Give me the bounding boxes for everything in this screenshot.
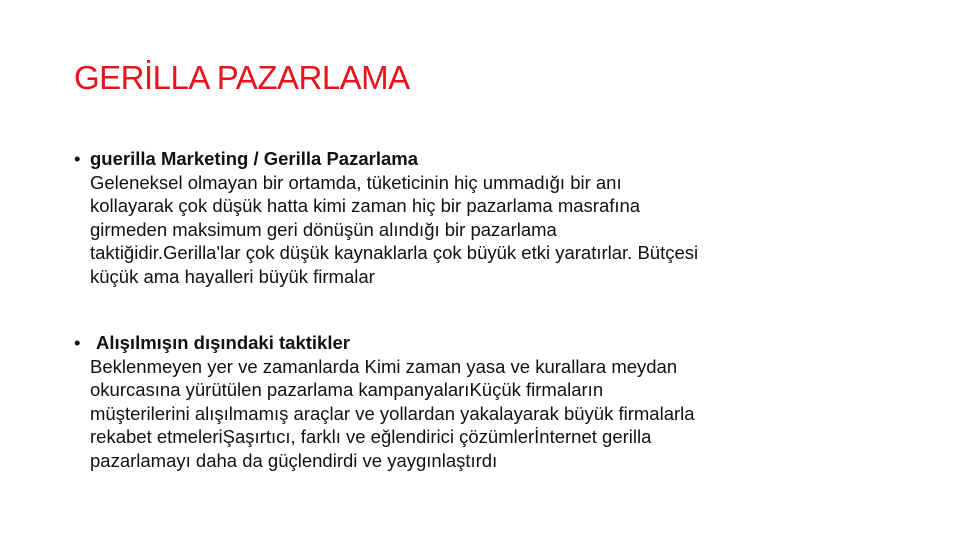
bullet-heading-line [74, 331, 894, 355]
bullet-item [74, 331, 894, 472]
bullet-body-text: Geleneksel olmayan bir ortamda, tüketicinin hiç ummadığı bir anı kollayarak çok düşük hatta kimi zaman hiç bir pazarlama masrafına girmeden maksimum geri dönüşün alındığı bir pazarlama taktiğidir.Gerilla'lar çok düşük kaynaklarla çok büyük etki yaratırlar. Bütçesi küçük ama hayalleri büyük firmalar [90, 171, 699, 287]
bullet-heading: guerilla Marketing / Gerilla Pazarlama [90, 148, 418, 169]
bullet-dot-icon: • [74, 332, 81, 353]
bullet-body-text: Beklenmeyen yer ve zamanlarda Kimi zaman yasa ve kurallara meydan okurcasına yürütülen pazarlama kampanyalarıKüçük firmaların müşterilerini alışılmamış araçlar ve yollardan yakalayarak büyük firmalarla rekabet etmeleriŞaşırtıcı, farklı ve eğlendirici çözümlerİnternet gerilla pazarlamayı daha da güçlendirdi ve yaygınlaştırdı [90, 355, 695, 471]
bullet-heading-line [74, 147, 894, 171]
bullet-item [74, 147, 894, 288]
bullet-dot-icon: • [74, 148, 81, 169]
bullet-heading: Alışılmışın dışındaki taktikler [96, 332, 350, 353]
slide-title: GERİLLA PAZARLAMA [74, 59, 410, 96]
